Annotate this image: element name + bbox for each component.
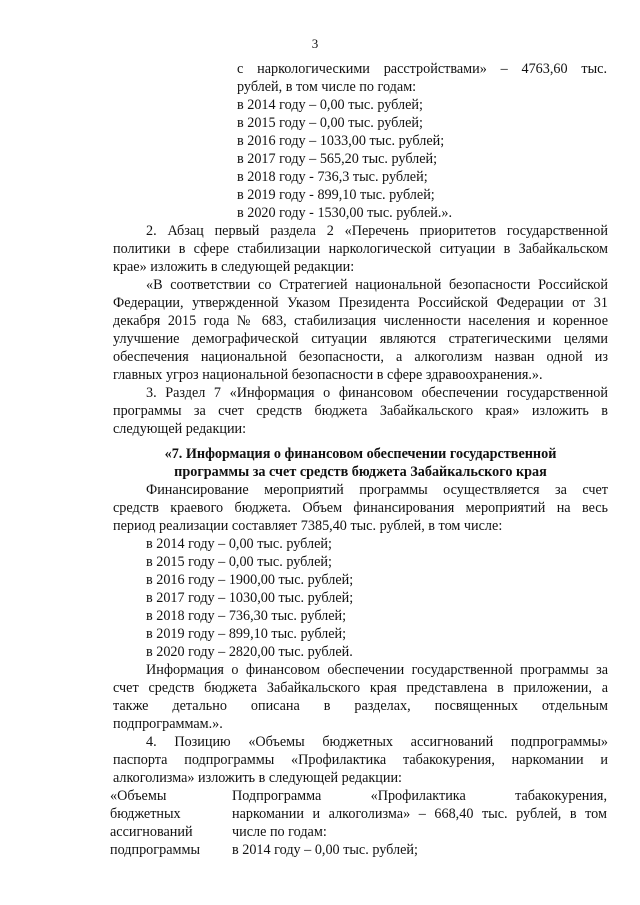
quote-line-3: декабря 2015 года № 683, стабилизация численности населения и коренное (113, 313, 608, 329)
quote-line-5: обеспечения национальной безопасности, а алкоголизм назван одной из (113, 349, 608, 365)
item4-line-3: алкоголизма» изложить в следующей редакции: (113, 770, 402, 786)
section7-closing-line-3: также детально описана в разделах, посвященных отдельным (113, 698, 608, 714)
table-right-line-1: Подпрограмма «Профилактика табакокурения, (232, 788, 607, 804)
intro-year-2014: в 2014 году – 0,00 тыс. рублей; (237, 97, 423, 113)
section7-heading-line-1: «7. Информация о финансовом обеспечении государственной (164, 446, 557, 462)
section7-year-2014: в 2014 году – 0,00 тыс. рублей; (146, 536, 332, 552)
section7-year-2018: в 2018 году – 736,30 тыс. рублей; (146, 608, 347, 624)
item3-line-1: 3. Раздел 7 «Информация о финансовом обеспечении государственной (146, 385, 608, 401)
section7-year-2020: в 2020 году – 2820,00 тыс. рублей. (146, 644, 353, 660)
intro-year-2015: в 2015 году – 0,00 тыс. рублей; (237, 115, 423, 131)
table-left-line-1: «Объемы (110, 788, 167, 804)
quote-line-1: «В соответствии со Стратегией национальной безопасности Российской (146, 277, 608, 293)
item2-line-2: политики в сфере стабилизации наркологической ситуации в Забайкальском (113, 241, 608, 257)
section7-body-line-1: Финансирование мероприятий программы осуществляется за счет (146, 482, 608, 498)
section7-body-line-2: средств краевого бюджета. Объем финансирования мероприятий на весь (113, 500, 608, 516)
section7-year-2016: в 2016 году – 1900,00 тыс. рублей; (146, 572, 354, 588)
table-left-line-3: ассигнований (110, 824, 193, 840)
section7-year-2019: в 2019 году – 899,10 тыс. рублей; (146, 626, 347, 642)
intro-line-1: с наркологическими расстройствами» – 4763,60 тыс. (237, 61, 607, 77)
section7-closing-line-1: Информация о финансовом обеспечении государственной программы за (146, 662, 608, 678)
item3-line-3: следующей редакции: (113, 421, 247, 437)
quote-line-4: улучшение демографической ситуации являются стратегическими целями (113, 331, 608, 347)
quote-line-2: Федерации, утвержденной Указом Президента Российской Федерации от 31 (113, 295, 608, 311)
intro-line-2: рублей, в том числе по годам: (237, 79, 417, 95)
table-left-line-2: бюджетных (110, 806, 181, 822)
intro-year-2017: в 2017 году – 565,20 тыс. рублей; (237, 151, 438, 167)
intro-year-2016: в 2016 году – 1033,00 тыс. рублей; (237, 133, 445, 149)
intro-year-2019: в 2019 году - 899,10 тыс. рублей; (237, 187, 435, 203)
item4-line-1: 4. Позицию «Объемы бюджетных ассигнований подпрограммы» (146, 734, 608, 750)
intro-year-2018: в 2018 году - 736,3 тыс. рублей; (237, 169, 428, 185)
section7-body-line-3: период реализации составляет 7385,40 тыс. рублей, в том числе: (113, 518, 503, 534)
table-right-line-4: в 2014 году – 0,00 тыс. рублей; (232, 842, 418, 858)
section7-year-2017: в 2017 году – 1030,00 тыс. рублей; (146, 590, 354, 606)
item4-line-2: паспорта подпрограммы «Профилактика табакокурения, наркомании и (113, 752, 608, 768)
section7-closing-line-2: счет средств бюджета Забайкальского края представлена в приложении, а (113, 680, 608, 696)
table-right-line-2: наркомании и алкоголизма» – 668,40 тыс. рублей, в том (232, 806, 607, 822)
table-right-line-3: числе по годам: (232, 824, 327, 840)
item2-line-1: 2. Абзац первый раздела 2 «Перечень приоритетов государственной (146, 223, 608, 239)
quote-line-6: главных угроз национальной безопасности в сфере здравоохранения.». (113, 367, 543, 383)
section7-closing-line-4: подпрограммам.». (113, 716, 223, 732)
section7-heading-line-2: программы за счет средств бюджета Забайкальского края (174, 464, 547, 480)
page-number: 3 (311, 36, 319, 51)
table-left-line-4: подпрограммы (110, 842, 200, 858)
item2-line-3: крае» изложить в следующей редакции: (113, 259, 355, 275)
intro-year-2020: в 2020 году - 1530,00 тыс. рублей.». (237, 205, 453, 221)
section7-year-2015: в 2015 году – 0,00 тыс. рублей; (146, 554, 332, 570)
item3-line-2: программы за счет средств бюджета Забайкальского края» изложить в (113, 403, 608, 419)
